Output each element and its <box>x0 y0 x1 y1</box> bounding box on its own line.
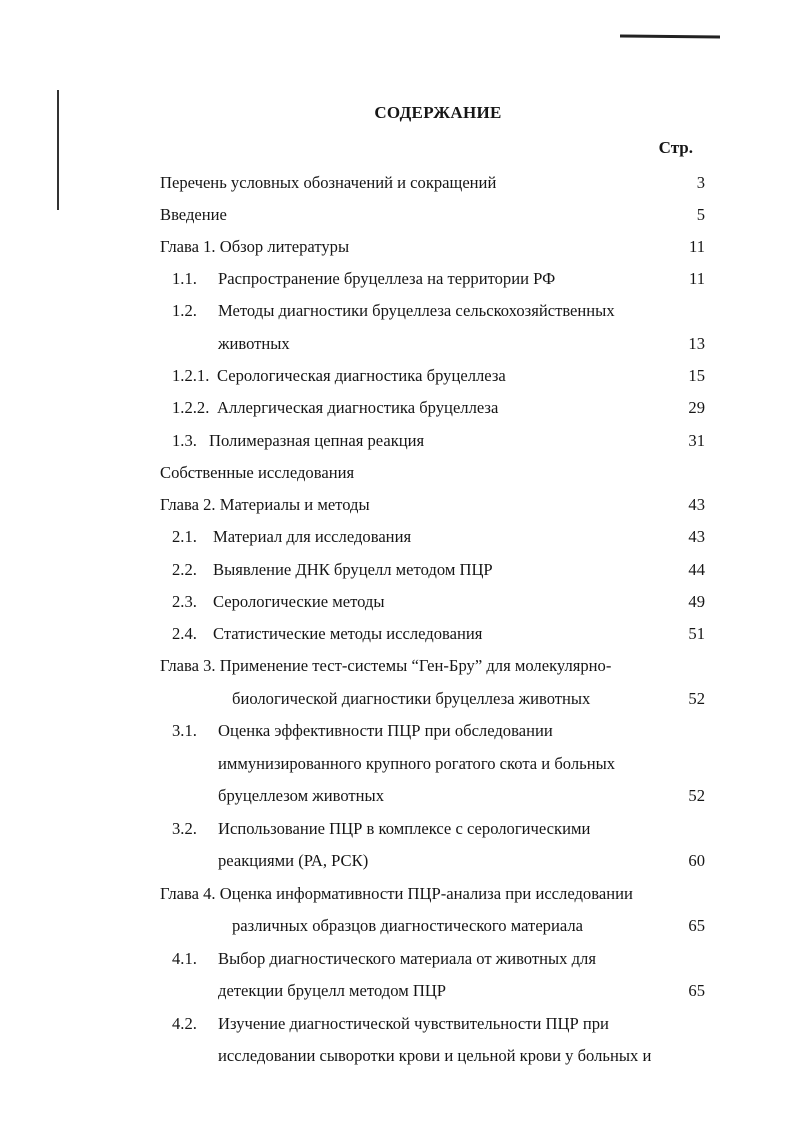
toc-entry-page: 52 <box>688 689 705 708</box>
toc-entry-text: детекции бруцелл методом ПЦР <box>218 981 447 1000</box>
toc-entry-text: Распространение бруцеллеза на территории РФ <box>218 269 556 288</box>
toc-entry-text: Перечень условных обозначений и сокращений <box>160 173 497 192</box>
toc-entry-text: Глава 2. Материалы и методы <box>160 495 370 514</box>
toc-entry-page: 65 <box>688 916 705 935</box>
toc-entry-number: 4.1. <box>172 949 197 968</box>
toc-entry-text: Использование ПЦР в комплексе с серологическими <box>218 819 591 838</box>
toc-entry-page: 3 <box>696 173 705 192</box>
scan-mark-top <box>620 34 720 38</box>
toc-entry-page: 51 <box>688 624 705 643</box>
toc-entry-text: Глава 3. Применение тест-системы “Ген-Бру” для молекулярно- <box>160 656 612 675</box>
toc-entry-page: 49 <box>688 592 705 611</box>
toc-entry-page: 31 <box>688 431 705 450</box>
toc-entry-text: Серологические методы <box>213 592 385 611</box>
toc-entry-number: 1.1. <box>172 269 197 288</box>
toc-entry-page: 43 <box>688 527 705 546</box>
toc-entry-text: биологической диагностики бруцеллеза животных <box>232 689 591 708</box>
toc-entry-page: 11 <box>689 237 705 256</box>
toc-entry-text: Выявление ДНК бруцелл методом ПЦР <box>213 560 493 579</box>
toc-entry-number: 4.2. <box>172 1014 197 1033</box>
toc-entry-page: 13 <box>688 334 705 353</box>
toc-entry-text: различных образцов диагностического материала <box>232 916 584 935</box>
toc-entry-page: 60 <box>688 851 705 870</box>
toc-entry-text: Материал для исследования <box>213 527 412 546</box>
toc-entry-text: Введение <box>160 205 227 224</box>
toc-entry-number: 1.2.1. <box>172 366 210 385</box>
toc-entry-number: 2.3. <box>172 592 197 611</box>
toc-entry-text: Собственные исследования <box>160 463 355 482</box>
toc-entry-text: Серологическая диагностика бруцеллеза <box>217 366 506 385</box>
toc-entry-page: 15 <box>688 366 705 385</box>
toc-entry-page: 5 <box>696 205 705 224</box>
toc-entry-text: Методы диагностики бруцеллеза сельскохозяйственных <box>218 301 615 320</box>
toc-entry-text: бруцеллезом животных <box>218 786 385 805</box>
toc-entry-text: Аллергическая диагностика бруцеллеза <box>217 398 499 417</box>
toc-entry-number: 1.2.2. <box>172 398 210 417</box>
toc-entry-page: 44 <box>688 560 705 579</box>
toc-entry-number: 2.1. <box>172 527 197 546</box>
toc-entry-number: 3.1. <box>172 721 197 740</box>
toc-entry-text: Статистические методы исследования <box>213 624 483 643</box>
toc-entry-number: 3.2. <box>172 819 197 838</box>
toc-entry-text: Полимеразная цепная реакция <box>209 431 425 450</box>
toc-entry-page: 65 <box>688 981 705 1000</box>
toc-entry-text: иммунизированного крупного рогатого скота и больных <box>218 754 616 773</box>
toc-entry-text: Выбор диагностического материала от животных для <box>218 949 596 968</box>
toc-entry-number: 2.4. <box>172 624 197 643</box>
page-title: СОДЕРЖАНИЕ <box>374 103 502 122</box>
toc-entry-page: 52 <box>688 786 705 805</box>
toc-entry-text: Глава 1. Обзор литературы <box>160 237 350 256</box>
toc-entry-text: Глава 4. Оценка информативности ПЦР-анализа при исследовании <box>160 884 633 903</box>
page-column-header: Стр. <box>658 138 693 157</box>
toc-entry-text: Оценка эффективности ПЦР при обследовании <box>218 721 553 740</box>
toc-entry-text: Изучение диагностической чувствительности ПЦР при <box>218 1014 609 1033</box>
toc-entry-number: 1.3. <box>172 431 197 450</box>
toc-entry-page: 29 <box>688 398 705 417</box>
toc-entry-text: исследовании сыворотки крови и цельной крови у больных и <box>218 1046 652 1065</box>
toc-entry-page: 43 <box>688 495 705 514</box>
toc-entry-text: реакциями (РА, РСК) <box>218 851 369 870</box>
toc-entry-text: животных <box>218 334 290 353</box>
toc-entry-number: 2.2. <box>172 560 197 579</box>
toc-entry-page: 11 <box>689 269 705 288</box>
toc-entry-number: 1.2. <box>172 301 197 320</box>
